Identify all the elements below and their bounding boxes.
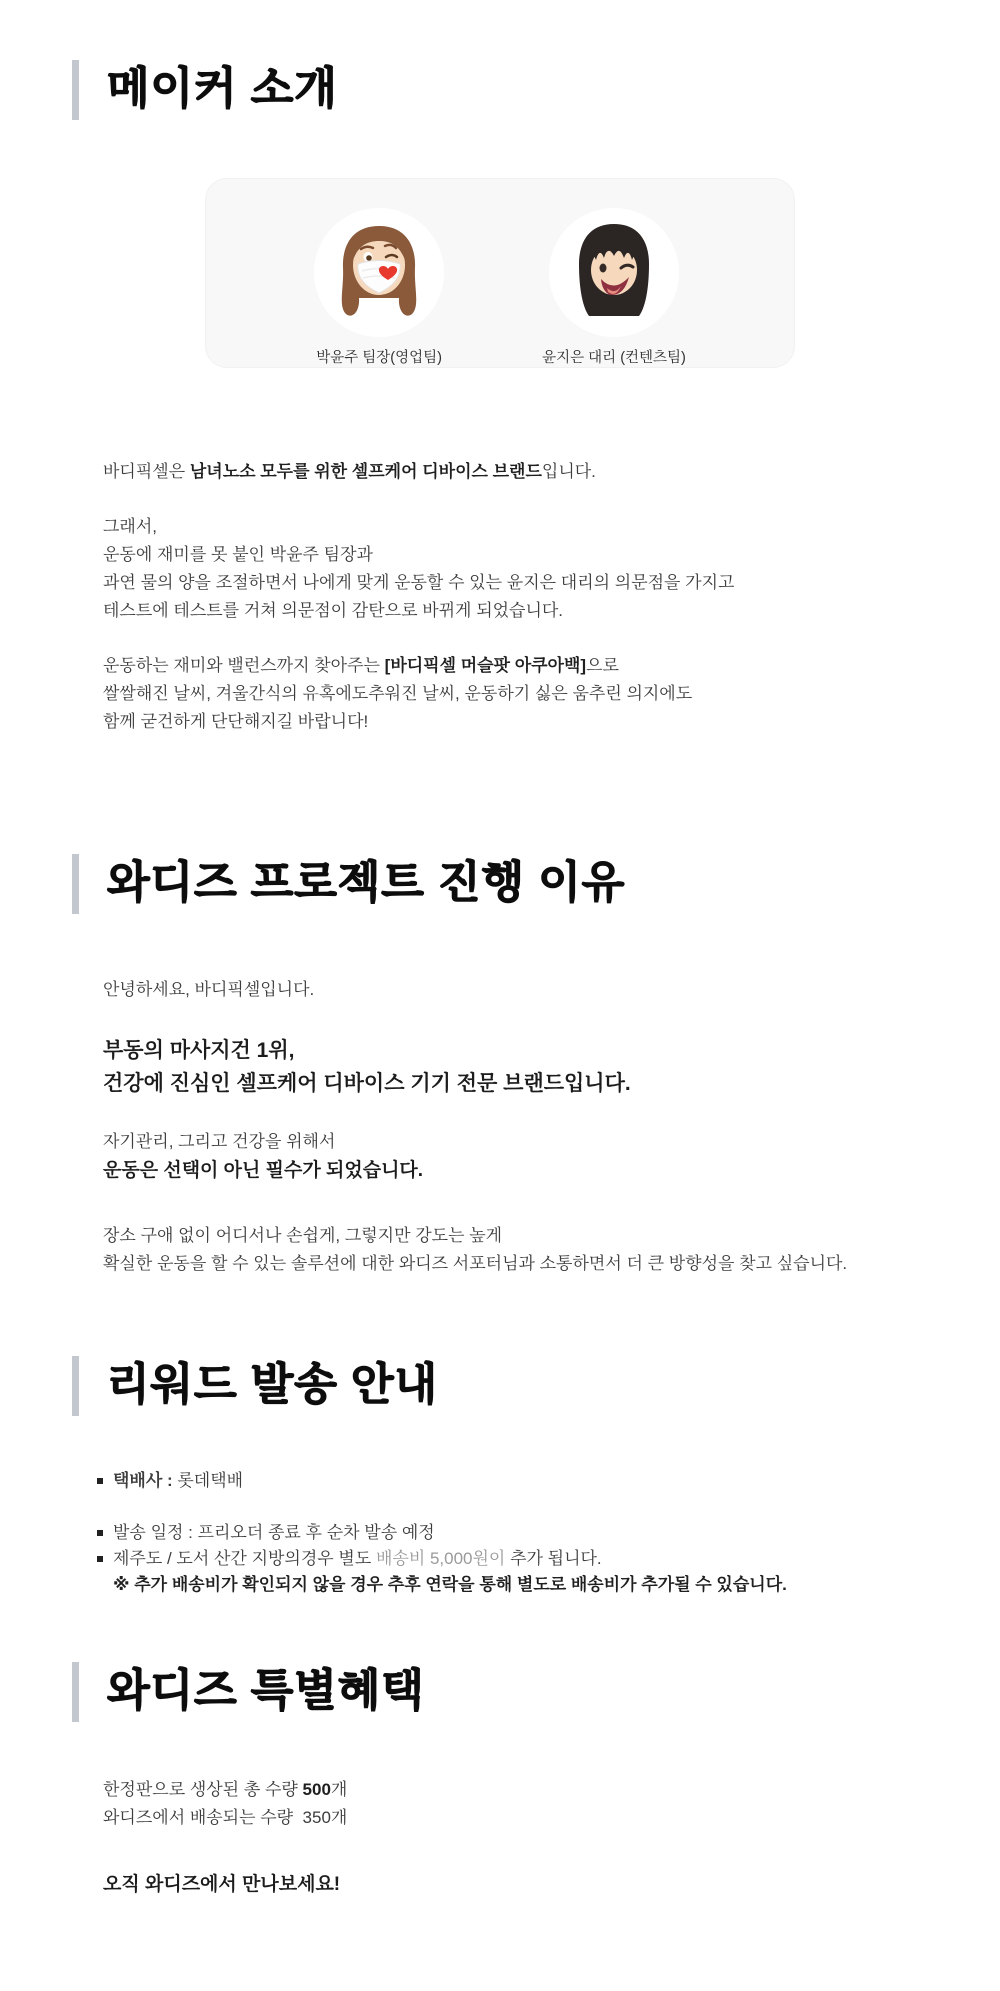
brand-line-1: 부동의 마사지건 1위, xyxy=(103,1039,295,1062)
avatar-circle xyxy=(314,208,444,337)
bullet-square-icon xyxy=(97,1478,103,1484)
need-line-2: 운동은 선택이 아닌 필수가 되었습니다. xyxy=(103,1160,424,1181)
heading-accent-bar xyxy=(72,1356,79,1416)
maker-card xyxy=(205,178,795,368)
section-shipping-info xyxy=(0,1356,1000,1598)
quantity-line-1 xyxy=(103,1776,1000,1804)
place-line-1: 장소 구애 없이 어디서나 손쉽게, 그렇지만 강도는 높게 xyxy=(103,1226,503,1245)
closing-line-1 xyxy=(103,652,1000,680)
greeting-line: 안녕하세요, 바디픽셀입니다. xyxy=(103,980,315,999)
closing-post: 으로 xyxy=(586,656,619,675)
place-paragraph xyxy=(103,1222,1000,1278)
benefit-heading: 와디즈 특별혜택 xyxy=(107,1666,425,1715)
memoji-woman-mask-heart-icon xyxy=(314,208,444,337)
closing-bold: [바디픽셀 머슬팟 아쿠아백] xyxy=(384,656,587,675)
maker-member-2 xyxy=(542,208,686,367)
intro-line xyxy=(103,458,1000,486)
closing-line-3: 함께 굳건하게 단단해지길 바랍니다! xyxy=(103,712,369,731)
heading-accent-bar xyxy=(72,60,79,120)
benefit-heading-row xyxy=(72,1662,1000,1722)
qty-pre: 한정판으로 생상된 총 수량 xyxy=(103,1780,303,1799)
place-line-2: 확실한 운동을 할 수 있는 솔루션에 대한 와디즈 서포터님과 소통하면서 더 큰 방향성을 찾고 싶습니다. xyxy=(103,1254,848,1273)
brand-line-2: 건강에 진심인 셀프케어 디바이스 기기 전문 브랜드입니다. xyxy=(103,1072,631,1095)
shipping-heading: 리워드 발송 안내 xyxy=(107,1360,438,1409)
story-line: 그래서, xyxy=(103,517,157,536)
bullet-courier-text xyxy=(113,1468,243,1494)
heading-accent-bar xyxy=(72,854,79,914)
story-paragraph xyxy=(103,513,1000,625)
shipping-heading-row xyxy=(72,1356,1000,1416)
closing-paragraph xyxy=(103,652,1000,736)
maker-heading-row xyxy=(72,60,1000,120)
bullet-courier xyxy=(97,1468,1000,1494)
quantity-paragraph xyxy=(103,1776,1000,1832)
reason-heading: 와디즈 프로젝트 진행 이유 xyxy=(107,858,626,907)
brand-statement xyxy=(103,1034,1000,1100)
story-line: 테스트에 테스트를 거쳐 의문점이 감탄으로 바뀌게 되었습니다. xyxy=(103,601,564,620)
courier-value: 롯데택배 xyxy=(177,1471,244,1490)
closing-line-2: 쌀쌀해진 날씨, 겨울간식의 유혹에도추워진 날씨, 운동하기 싫은 움추린 의지에도 xyxy=(103,684,693,703)
section-project-reason xyxy=(0,854,1000,1278)
bullet-schedule xyxy=(97,1520,1000,1546)
closing-pre: 운동하는 재미와 밸런스까지 찾아주는 xyxy=(103,656,385,675)
qty-number: 500 xyxy=(302,1780,331,1799)
qty-post: 개 xyxy=(330,1780,348,1799)
member-name: 박윤주 팀장(영업팀) xyxy=(316,350,442,366)
section-maker-intro xyxy=(0,60,1000,736)
need-paragraph xyxy=(103,1128,1000,1186)
benefit-closing-line: 오직 와디즈에서 만나보세요! xyxy=(103,1874,341,1895)
memoji-woman-bob-wink-icon xyxy=(549,208,679,337)
courier-label: 택배사 : xyxy=(113,1471,178,1490)
fee-post: 추가 됩니다. xyxy=(505,1549,602,1568)
fee-pre: 제주도 / 도서 산간 지방의경우 별도 xyxy=(113,1549,376,1568)
shipping-note: ※ 추가 배송비가 확인되지 않을 경우 추후 연락을 통해 별도로 배송비가 추가될 수 있습니다. xyxy=(113,1575,787,1594)
section-special-benefit xyxy=(0,1662,1000,1900)
story-line: 과연 물의 양을 조절하면서 나에게 맞게 운동할 수 있는 윤지은 대리의 의문점을 가지고 xyxy=(103,573,735,592)
intro-pre: 바디픽셀은 xyxy=(103,462,190,481)
need-line-1: 자기관리, 그리고 건강을 위해서 xyxy=(103,1132,336,1151)
bullet-square-icon xyxy=(97,1530,103,1536)
bullet-extra-fee-text xyxy=(113,1546,602,1572)
quantity-line-2: 와디즈에서 배송되는 수량 350개 xyxy=(103,1808,348,1827)
bullet-square-icon xyxy=(97,1556,103,1562)
fee-amount: 배송비 5,000원이 xyxy=(375,1549,506,1568)
bullet-schedule-text: 발송 일정 : 프리오더 종료 후 순차 발송 예정 xyxy=(113,1523,435,1542)
reason-heading-row xyxy=(72,854,1000,914)
member-name: 윤지은 대리 (컨텐츠팀) xyxy=(542,350,686,366)
avatar-circle xyxy=(549,208,679,337)
product-story-page xyxy=(0,60,1000,1900)
intro-bold: 남녀노소 모두를 위한 셀프케어 디바이스 브랜드 xyxy=(189,462,542,481)
maker-heading: 메이커 소개 xyxy=(107,64,338,113)
story-line: 운동에 재미를 못 붙인 박윤주 팀장과 xyxy=(103,545,373,564)
intro-post: 입니다. xyxy=(541,462,596,481)
heading-accent-bar xyxy=(72,1662,79,1722)
bullet-extra-fee xyxy=(97,1546,1000,1572)
maker-member-1 xyxy=(314,208,444,367)
